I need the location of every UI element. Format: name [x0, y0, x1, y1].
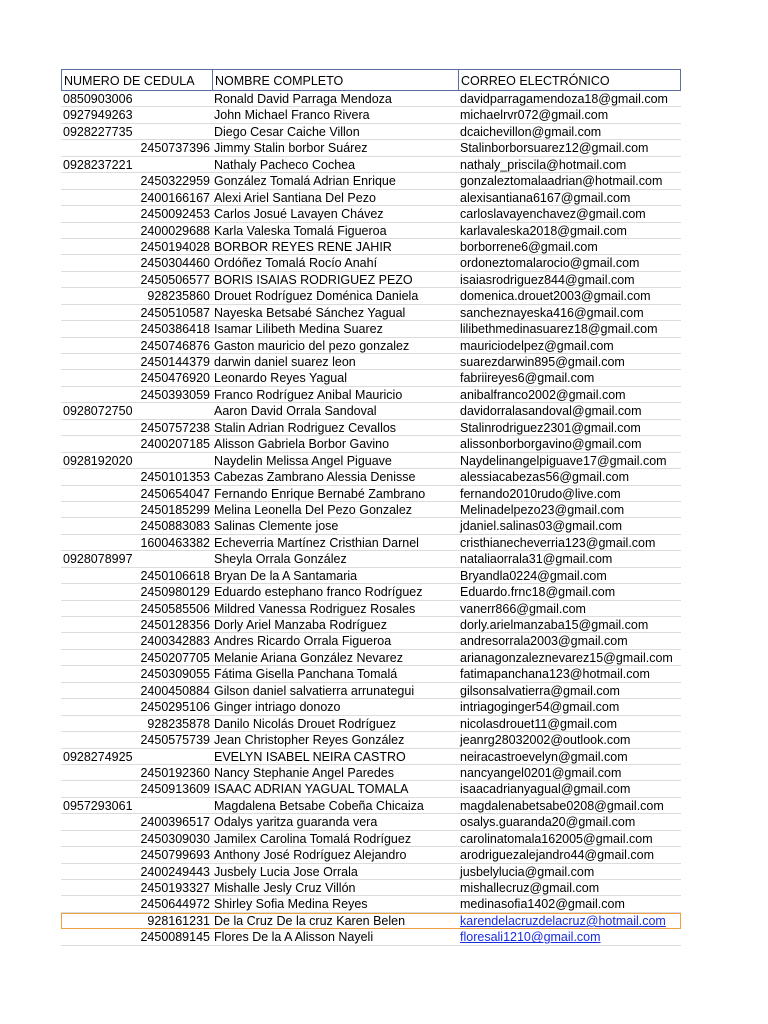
correo-cell[interactable]: mishallecruz@gmail.com: [460, 881, 600, 895]
nombre-cell[interactable]: Karla Valeska Tomalá Figueroa: [214, 223, 387, 238]
nombre-cell[interactable]: De la Cruz De la cruz Karen Belen: [214, 913, 406, 928]
correo-cell[interactable]: intriagoginger54@gmail.com: [460, 700, 620, 715]
correo-cell[interactable]: alexisantiana6167@gmail.com: [460, 190, 631, 205]
nombre-cell[interactable]: BORBOR REYES RENE JAHIR: [214, 239, 392, 254]
nombre-cell[interactable]: EVELYN ISABEL NEIRA CASTRO: [214, 749, 406, 764]
table-row[interactable]: [61, 864, 681, 880]
cedula-cell[interactable]: 0957293061: [63, 798, 133, 813]
table-row[interactable]: [61, 486, 681, 502]
cedula-cell[interactable]: 928235878: [147, 716, 210, 731]
nombre-cell[interactable]: Odalys yaritza guaranda vera: [214, 815, 378, 830]
correo-cell[interactable]: domenica.drouet2003@gmail.com: [460, 289, 651, 304]
cedula-cell[interactable]: 1600463382: [140, 535, 210, 550]
nombre-cell[interactable]: ISAAC ADRIAN YAGUAL TOMALA: [214, 782, 409, 797]
table-row[interactable]: [61, 190, 681, 206]
correo-cell[interactable]: fatimapanchana123@hotmail.com: [460, 667, 650, 682]
correo-cell[interactable]: isaiasrodriguez844@gmail.com: [460, 272, 635, 287]
table-row[interactable]: [61, 699, 681, 715]
correo-cell[interactable]: lilibethmedinasuarez18@gmail.com: [460, 322, 658, 337]
nombre-cell[interactable]: Jusbely Lucia Jose Orrala: [214, 864, 358, 879]
cedula-cell[interactable]: 2450386418: [140, 322, 210, 337]
nombre-cell[interactable]: Magdalena Betsabe Cobeña Chicaiza: [214, 798, 424, 813]
table-row[interactable]: [61, 272, 681, 288]
email-link[interactable]: floresali1210@gmail.com: [460, 930, 601, 945]
cedula-cell[interactable]: 2450393059: [140, 387, 210, 402]
nombre-cell[interactable]: Ginger intriago donozo: [214, 700, 341, 715]
table-row[interactable]: [61, 518, 681, 534]
nombre-cell[interactable]: Stalin Adrian Rodriguez Cevallos: [214, 420, 397, 435]
cedula-cell[interactable]: 2450757238: [140, 420, 210, 435]
correo-cell[interactable]: cristhianecheverria123@gmail.com: [460, 535, 656, 550]
cedula-cell[interactable]: 0850903006: [63, 92, 133, 106]
cedula-cell[interactable]: 2450309030: [140, 831, 210, 846]
table-row[interactable]: [61, 847, 681, 863]
table-row[interactable]: [61, 338, 681, 354]
cedula-cell[interactable]: 2450980129: [140, 585, 210, 600]
table-row[interactable]: [61, 157, 681, 173]
nombre-cell[interactable]: Nathaly Pacheco Cochea: [214, 157, 356, 172]
correo-cell[interactable]: Bryandla0224@gmail.com: [460, 568, 607, 583]
nombre-cell[interactable]: Naydelin Melissa Angel Piguave: [214, 453, 392, 468]
correo-cell[interactable]: jusbelylucia@gmail.com: [460, 864, 595, 879]
nombre-cell[interactable]: Sheyla Orrala González: [214, 552, 347, 567]
correo-cell[interactable]: arianagonzaleznevarez15@gmail.com: [460, 650, 673, 665]
correo-cell[interactable]: dcaichevillon@gmail.com: [460, 124, 602, 139]
nombre-cell[interactable]: Anthony José Rodríguez Alejandro: [214, 848, 407, 863]
correo-cell[interactable]: nataliaorrala31@gmail.com: [460, 552, 613, 567]
nombre-cell[interactable]: Cabezas Zambrano Alessia Denisse: [214, 470, 416, 485]
correo-cell[interactable]: sancheznayeska416@gmail.com: [460, 305, 644, 320]
table-row[interactable]: [61, 453, 681, 469]
correo-cell[interactable]: gilsonsalvatierra@gmail.com: [460, 683, 620, 698]
correo-cell[interactable]: andresorrala2003@gmail.com: [460, 634, 628, 649]
cedula-cell[interactable]: 0928192020: [63, 453, 133, 468]
correo-cell[interactable]: alissonborborgavino@gmail.com: [460, 437, 642, 452]
table-row[interactable]: [61, 831, 681, 847]
spreadsheet-table: [61, 69, 681, 946]
cedula-cell[interactable]: 2450575739: [140, 733, 210, 748]
correo-cell[interactable]: alessiacabezas56@gmail.com: [460, 470, 630, 485]
correo-cell[interactable]: neiracastroevelyn@gmail.com: [460, 749, 628, 764]
table-row[interactable]: [61, 913, 681, 929]
cedula-cell[interactable]: 2450506577: [140, 272, 210, 287]
table-row[interactable]: [61, 124, 681, 140]
cedula-cell[interactable]: 0928227735: [63, 124, 133, 139]
correo-cell[interactable]: suarezdarwin895@gmail.com: [460, 355, 625, 369]
correo-cell[interactable]: Melinadelpezo23@gmail.com: [460, 502, 625, 517]
cedula-cell[interactable]: 2450737396: [140, 141, 210, 156]
cedula-cell[interactable]: 2450476920: [140, 371, 210, 386]
table-row[interactable]: [61, 305, 681, 321]
cedula-cell[interactable]: 2450654047: [140, 486, 210, 501]
table-row[interactable]: [61, 469, 681, 485]
nombre-cell[interactable]: darwin daniel suarez leon: [214, 355, 356, 369]
cedula-cell[interactable]: 2450193327: [140, 881, 210, 895]
table-row[interactable]: [61, 239, 681, 255]
nombre-cell[interactable]: Salinas Clemente jose: [214, 519, 339, 534]
nombre-cell[interactable]: Flores De la A Alisson Nayeli: [214, 930, 374, 945]
cedula-cell[interactable]: 2400396517: [140, 815, 210, 830]
cedula-cell[interactable]: 2400029688: [140, 223, 210, 238]
cedula-cell[interactable]: 2400342883: [140, 634, 210, 649]
cedula-cell[interactable]: 2450585506: [140, 601, 210, 616]
correo-cell[interactable]: jdaniel.salinas03@gmail.com: [460, 519, 623, 534]
nombre-cell[interactable]: Ordóñez Tomalá Rocío Anahí: [214, 256, 378, 271]
nombre-cell[interactable]: Melina Leonella Del Pezo Gonzalez: [214, 502, 413, 517]
table-row[interactable]: [61, 683, 681, 699]
cedula-cell[interactable]: 2450304460: [140, 256, 210, 271]
table-row[interactable]: [61, 749, 681, 765]
correo-cell[interactable]: jeanrg28032002@outlook.com: [460, 733, 631, 748]
header-correo[interactable]: CORREO ELECTRÓNICO: [458, 69, 681, 91]
table-row[interactable]: [61, 91, 681, 107]
cedula-cell[interactable]: 2450799693: [140, 848, 210, 863]
correo-cell[interactable]: [458, 913, 681, 928]
table-row[interactable]: [61, 650, 681, 666]
table-row[interactable]: [61, 814, 681, 830]
nombre-cell[interactable]: Jean Christopher Reyes González: [214, 733, 405, 748]
correo-cell[interactable]: fernando2010rudo@live.com: [460, 486, 621, 501]
table-row[interactable]: [61, 716, 681, 732]
correo-cell[interactable]: michaelrvr072@gmail.com: [460, 108, 609, 123]
correo-cell[interactable]: gonzaleztomalaadrian@hotmail.com: [460, 174, 663, 189]
cedula-cell[interactable]: 2450092453: [140, 207, 210, 222]
nombre-cell[interactable]: Carlos Josué Lavayen Chávez: [214, 207, 384, 222]
correo-cell[interactable]: nicolasdrouet11@gmail.com: [460, 716, 617, 731]
header-cedula[interactable]: NUMERO DE CEDULA: [61, 69, 212, 91]
nombre-cell[interactable]: Fernando Enrique Bernabé Zambrano: [214, 486, 426, 501]
cedula-cell[interactable]: 2450207705: [140, 650, 210, 665]
cedula-cell[interactable]: 2450101353: [140, 470, 210, 485]
correo-cell[interactable]: Stalinrodriguez2301@gmail.com: [460, 420, 641, 435]
table-row[interactable]: [61, 502, 681, 518]
cedula-cell[interactable]: 2450913609: [140, 782, 210, 797]
nombre-cell[interactable]: BORIS ISAIAS RODRIGUEZ PEZO: [214, 272, 413, 287]
cedula-cell[interactable]: 2450128356: [140, 618, 210, 632]
nombre-cell[interactable]: Jamilex Carolina Tomalá Rodríguez: [214, 831, 412, 846]
table-row[interactable]: [61, 880, 681, 896]
header-nombre[interactable]: NOMBRE COMPLETO: [212, 69, 458, 91]
correo-cell[interactable]: anibalfranco2002@gmail.com: [460, 387, 626, 402]
cedula-cell[interactable]: 2450106618: [140, 568, 210, 583]
cedula-cell[interactable]: 0927949263: [63, 108, 133, 123]
correo-cell[interactable]: Stalinborborsuarez12@gmail.com: [460, 141, 649, 156]
nombre-cell[interactable]: Alexi Ariel Santiana Del Pezo: [214, 190, 376, 205]
table-row[interactable]: [61, 929, 681, 945]
table-row[interactable]: [61, 568, 681, 584]
nombre-cell[interactable]: Dorly Ariel Manzaba Rodríguez: [214, 618, 387, 632]
table-row[interactable]: [61, 436, 681, 452]
cedula-cell[interactable]: 2450309055: [140, 667, 210, 682]
nombre-cell[interactable]: Bryan De la A Santamaria: [214, 568, 358, 583]
correo-cell[interactable]: dorly.arielmanzaba15@gmail.com: [460, 618, 649, 632]
correo-cell[interactable]: davidorralasandoval@gmail.com: [460, 404, 642, 419]
nombre-cell[interactable]: Jimmy Stalin borbor Suárez: [214, 141, 368, 156]
cedula-cell[interactable]: 2450192360: [140, 765, 210, 780]
cedula-cell[interactable]: 0928237221: [63, 157, 133, 172]
correo-cell[interactable]: medinasofia1402@gmail.com: [460, 897, 625, 912]
table-row[interactable]: [61, 387, 681, 403]
table-row[interactable]: [61, 206, 681, 222]
cedula-cell[interactable]: 928161231: [147, 913, 210, 928]
cedula-cell[interactable]: 2450322959: [140, 174, 210, 189]
cedula-cell[interactable]: 2450644972: [140, 897, 210, 912]
cedula-cell[interactable]: 0928274925: [63, 749, 133, 764]
table-row[interactable]: [61, 535, 681, 551]
nombre-cell[interactable]: Echeverria Martínez Cristhian Darnel: [214, 535, 419, 550]
table-body: [61, 91, 681, 946]
table-row[interactable]: [61, 732, 681, 748]
table-row[interactable]: [61, 107, 681, 123]
table-row[interactable]: [61, 633, 681, 649]
nombre-cell[interactable]: Andres Ricardo Orrala Figueroa: [214, 634, 392, 649]
table-row[interactable]: [61, 601, 681, 617]
correo-cell[interactable]: vanerr866@gmail.com: [460, 601, 586, 616]
nombre-cell[interactable]: Shirley Sofia Medina Reyes: [214, 897, 368, 912]
cedula-cell[interactable]: 2450144379: [140, 355, 210, 369]
correo-cell[interactable]: [458, 929, 681, 944]
correo-cell[interactable]: mauriciodelpez@gmail.com: [460, 338, 614, 353]
nombre-cell[interactable]: Danilo Nicolás Drouet Rodríguez: [214, 716, 397, 731]
cedula-cell[interactable]: 2400249443: [140, 864, 210, 879]
nombre-cell[interactable]: Mishalle Jesly Cruz Villón: [214, 881, 356, 895]
nombre-cell[interactable]: Franco Rodríguez Anibal Mauricio: [214, 387, 403, 402]
correo-cell[interactable]: fabriireyes6@gmail.com: [460, 371, 595, 386]
correo-cell[interactable]: nathaly_priscila@hotmail.com: [460, 157, 627, 172]
table-row[interactable]: [61, 781, 681, 797]
nombre-cell[interactable]: Alisson Gabriela Borbor Gavino: [214, 437, 390, 452]
correo-cell[interactable]: ordoneztomalarocio@gmail.com: [460, 256, 640, 271]
cedula-cell[interactable]: 2450089145: [140, 930, 210, 945]
cedula-cell[interactable]: 2450185299: [140, 502, 210, 517]
table-row[interactable]: [61, 321, 681, 337]
correo-cell[interactable]: magdalenabetsabe0208@gmail.com: [460, 798, 664, 813]
table-row[interactable]: [61, 765, 681, 781]
table-row[interactable]: [61, 173, 681, 189]
correo-cell[interactable]: carloslavayenchavez@gmail.com: [460, 207, 646, 222]
table-row[interactable]: [61, 666, 681, 682]
cedula-cell[interactable]: 2400450884: [140, 683, 210, 698]
nombre-cell[interactable]: Ronald David Parraga Mendoza: [214, 92, 392, 106]
cedula-cell[interactable]: 2400166167: [140, 190, 210, 205]
table-row[interactable]: [61, 223, 681, 239]
correo-cell[interactable]: davidparragamendoza18@gmail.com: [460, 92, 668, 106]
nombre-cell[interactable]: Gilson daniel salvatierra arrunategui: [214, 683, 415, 698]
nombre-cell[interactable]: Mildred Vanessa Rodriguez Rosales: [214, 601, 416, 616]
correo-cell[interactable]: nancyangel0201@gmail.com: [460, 765, 622, 780]
cedula-cell[interactable]: 928235860: [147, 289, 210, 304]
table-row[interactable]: [61, 420, 681, 436]
table-row[interactable]: [61, 896, 681, 912]
nombre-cell[interactable]: Gaston mauricio del pezo gonzalez: [214, 338, 410, 353]
cedula-cell[interactable]: 2450510587: [140, 305, 210, 320]
correo-cell[interactable]: Eduardo.frnc18@gmail.com: [460, 585, 616, 600]
header-row: [61, 69, 681, 91]
cedula-cell[interactable]: 2400207185: [140, 437, 210, 452]
cedula-cell[interactable]: 2450883083: [140, 519, 210, 534]
cedula-cell[interactable]: 2450295106: [140, 700, 210, 715]
nombre-cell[interactable]: Diego Cesar Caiche Villon: [214, 124, 360, 139]
nombre-cell[interactable]: Fátima Gisella Panchana Tomalá: [214, 667, 398, 682]
nombre-cell[interactable]: Leonardo Reyes Yagual: [214, 371, 347, 386]
table-row[interactable]: [61, 584, 681, 600]
nombre-cell[interactable]: Nancy Stephanie Angel Paredes: [214, 765, 394, 780]
table-row[interactable]: [61, 370, 681, 386]
table-row[interactable]: [61, 403, 681, 419]
nombre-cell[interactable]: Melanie Ariana González Nevarez: [214, 650, 403, 665]
email-link[interactable]: karendelacruzdelacruz@hotmail.com: [460, 913, 666, 928]
table-row[interactable]: [61, 255, 681, 271]
nombre-cell[interactable]: González Tomalá Adrian Enrique: [214, 174, 396, 189]
table-row[interactable]: [61, 617, 681, 633]
table-row[interactable]: [61, 354, 681, 370]
correo-cell[interactable]: Naydelinangelpiguave17@gmail.com: [460, 453, 667, 468]
cedula-cell[interactable]: 0928072750: [63, 404, 133, 419]
correo-cell[interactable]: osalys.guaranda20@gmail.com: [460, 815, 636, 830]
nombre-cell[interactable]: Nayeska Betsabé Sánchez Yagual: [214, 305, 406, 320]
cedula-cell[interactable]: 0928078997: [63, 552, 133, 567]
table-row[interactable]: [61, 288, 681, 304]
cedula-cell[interactable]: 2450194028: [140, 239, 210, 254]
nombre-cell[interactable]: Aaron David Orrala Sandoval: [214, 404, 377, 419]
correo-cell[interactable]: isaacadrianyagual@gmail.com: [460, 782, 631, 797]
correo-cell[interactable]: carolinatomala162005@gmail.com: [460, 831, 653, 846]
cedula-cell[interactable]: 2450746876: [140, 338, 210, 353]
nombre-cell[interactable]: Isamar Lilibeth Medina Suarez: [214, 322, 383, 337]
correo-cell[interactable]: borborrene6@gmail.com: [460, 239, 598, 254]
table-row[interactable]: [61, 798, 681, 814]
correo-cell[interactable]: karlavaleska2018@gmail.com: [460, 223, 627, 238]
table-row[interactable]: [61, 551, 681, 567]
nombre-cell[interactable]: John Michael Franco Rivera: [214, 108, 370, 123]
nombre-cell[interactable]: Drouet Rodríguez Doménica Daniela: [214, 289, 419, 304]
correo-cell[interactable]: arodriguezalejandro44@gmail.com: [460, 848, 655, 863]
table-row[interactable]: [61, 140, 681, 156]
nombre-cell[interactable]: Eduardo estephano franco Rodríguez: [214, 585, 423, 600]
